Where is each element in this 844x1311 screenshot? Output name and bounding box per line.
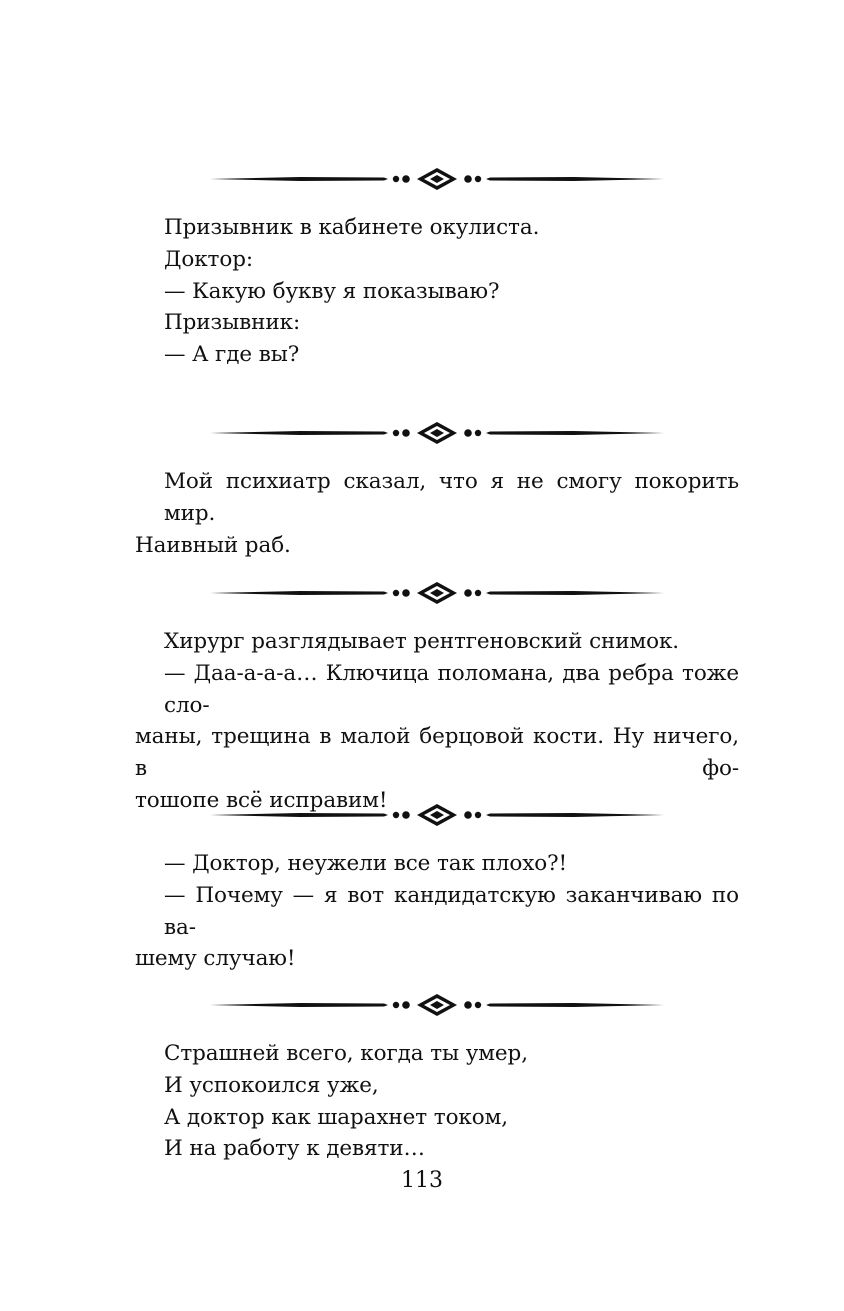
text-line: — Доктор, неужели все так плохо?! xyxy=(164,851,568,876)
joke-block-1 xyxy=(135,212,739,371)
joke-block-4 xyxy=(135,848,739,975)
poem-block xyxy=(135,1038,739,1165)
text-line: тошопе всё исправим! xyxy=(135,787,388,813)
text-line: Хирург разглядывает рентгеновский снимок. xyxy=(164,629,680,654)
joke-block-3 xyxy=(135,626,739,817)
ornament-divider xyxy=(210,803,664,827)
text-line: Наивный раб. xyxy=(135,532,291,558)
text-line: Страшней всего, когда ты умер, xyxy=(164,1041,528,1066)
diamond-dots-ornament-icon xyxy=(210,421,664,445)
diamond-dots-ornament-icon xyxy=(210,803,664,827)
ornament-divider xyxy=(210,167,664,191)
text-line: — Какую букву я показываю? xyxy=(164,278,500,304)
page-number: 113 xyxy=(401,1168,443,1193)
text-line: И успокоился уже, xyxy=(164,1072,379,1098)
text-line: маны, трещина в малой берцовой кости. Ну ничего, в фо- xyxy=(135,724,739,782)
text-line: — Почему — я вот кандидатскую заканчиваю по ва- xyxy=(164,882,739,940)
text-line: — Даа-а-а-а… Ключица поломана, два ребра тоже сло- xyxy=(164,660,739,718)
diamond-dots-ornament-icon xyxy=(210,993,664,1017)
text-line: шему случаю! xyxy=(135,946,296,972)
text-line: А доктор как шарахнет током, xyxy=(164,1104,508,1130)
joke-block-2 xyxy=(135,466,739,561)
ornament-divider xyxy=(210,421,664,445)
text-line: Доктор: xyxy=(164,246,254,272)
text-line: — А где вы? xyxy=(164,342,300,368)
text-line: И на работу к девяти… xyxy=(164,1136,425,1162)
diamond-dots-ornament-icon xyxy=(210,167,664,191)
ornament-divider xyxy=(210,993,664,1017)
ornament-divider xyxy=(210,581,664,605)
text-line: Призывник в кабинете окулиста. xyxy=(164,215,540,240)
diamond-dots-ornament-icon xyxy=(210,581,664,605)
text-line: Призывник: xyxy=(164,310,301,336)
text-line: Мой психиатр сказал, что я не смогу покорить мир. xyxy=(164,469,739,526)
